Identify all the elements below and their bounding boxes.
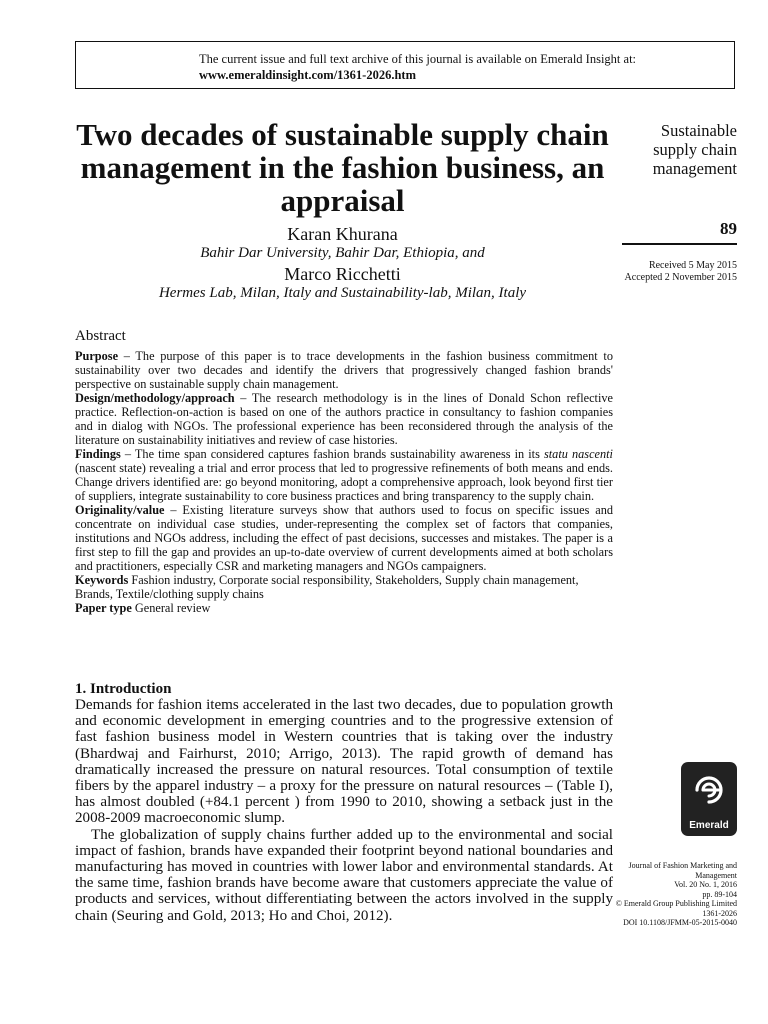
introduction-heading: 1. Introduction <box>75 681 172 697</box>
journal-info-line: Management <box>695 870 737 880</box>
originality-text: – Existing literature surveys show that authors used to focus on specific issues and concentrate on individual case studies, under-representing the complex set of factors that companies, institutions and NGOs address, including the effect of past decisions, successes and mistakes. The paper is a first step to fill the gap and provides an up-to-date overview of current developments aimed at both scholars and practitioners, especially CSR and marketing managers and NGOs campaigners. <box>75 503 613 573</box>
article-dates <box>600 260 737 284</box>
abstract-keywords <box>75 573 613 601</box>
keywords-text: Fashion industry, Corporate social responsibility, Stakeholders, Supply chain management, Brands, Textile/clothing supply chains <box>75 573 579 601</box>
design-text: – The research methodology is in the lines of Donald Schon reflective practice. Reflection-on-action is based on one of the authors practice in consultancy to fashion companies and in dialog with NGOs. The professional experience has been reconsidered through the analysis of the literature on sustainability initiatives and review of case histories. <box>75 391 613 447</box>
availability-notice: The current issue and full text archive of this journal is available on Emerald Insight at: <box>199 52 637 66</box>
abstract-findings <box>75 447 613 503</box>
journal-availability-box <box>75 41 735 89</box>
journal-info-line: Journal of Fashion Marketing and <box>628 861 737 870</box>
section-title-line: Sustainable <box>660 121 737 140</box>
introduction-paragraph: The globalization of supply chains further added up to the environmental and social impact of fashion, brands have expanded their footprint beyond national boundaries and manufacturing has moved in countries with lower labor and environmental standards. At the same time, fashion brands have become aware that customers appreciate the value of products and services, without differentiating between the actors involved in the supply chain (Seuring and Gold, 2013; Ho and Choi, 2012). <box>75 826 613 924</box>
author-affiliation: Bahir Dar University, Bahir Dar, Ethiopia, and <box>200 245 485 261</box>
abstract-section <box>75 328 613 615</box>
abstract-paper-type <box>75 601 613 615</box>
journal-info-line: Vol. 20 No. 1, 2016 <box>674 880 737 889</box>
page-number: 89 <box>720 219 737 238</box>
introduction-paragraph: Demands for fashion items accelerated in the last two decades, due to population growth and economic development in emerging countries and to the progressive extension of fast fashion business model in Western countries that is taking over the industry (Bhardwaj and Fairhurst, 2010; Arrigo, 2013). The rapid growth of demand has dramatically increased the pressure on natural resources. Total consumption of textile fibers by the apparel industry – a proxy for the pressure on natural resources – (Table I), has almost doubled (+84.1 percent ) from 1990 to 2010, showing a setback just in the 2008-2009 macroeconomic slump. <box>75 697 613 827</box>
originality-label: Originality/value <box>75 503 165 517</box>
emerald-logo-text: Emerald <box>689 820 729 831</box>
journal-info-line: pp. 89-104 <box>702 889 737 899</box>
section-title-line: supply chain <box>653 140 737 159</box>
journal-info-line: 1361-2026 <box>702 908 737 918</box>
abstract-heading: Abstract <box>75 328 126 344</box>
journal-citation-info <box>600 861 737 928</box>
abstract-purpose <box>75 349 613 391</box>
keywords-label: Keywords <box>75 573 129 587</box>
purpose-text: – The purpose of this paper is to trace developments in the fashion business commitment to sustainability over two decades and identify the drivers that progressively changed fashion brands' perspective on sustainable supply chain management. <box>75 349 613 391</box>
journal-url-link[interactable]: www.emeraldinsight.com/1361-2026.htm <box>199 68 416 82</box>
emerald-swirl-icon <box>691 768 727 808</box>
accepted-date: Accepted 2 November 2015 <box>624 272 737 283</box>
author-name: Marco Ricchetti <box>284 264 401 284</box>
author-name: Karan Khurana <box>287 224 398 244</box>
findings-italic-term: statu nascenti <box>543 447 613 461</box>
sidebar-divider <box>622 243 737 245</box>
author-affiliation: Hermes Lab, Milan, Italy and Sustainability-lab, Milan, Italy <box>158 285 527 301</box>
findings-text: – The time span considered captures fashion brands sustainability awareness in its <box>120 447 544 461</box>
findings-text: (nascent state) revealing a trial and error process that led to progressive refinements of both means and ends. Change drivers identified are: go beyond monitoring, adopt a comprehensive approach, look beyond first tier of suppliers, integrate sustainability to core business practices and bring transparency to the supply chain. <box>75 461 613 503</box>
abstract-originality <box>75 503 613 573</box>
article-title: Two decades of sustainable supply chain management in the fashion business, an appraisal <box>76 117 609 218</box>
paper-type-text: General review <box>131 601 211 615</box>
title-block <box>75 118 610 302</box>
abstract-design <box>75 391 613 447</box>
paper-type-label: Paper type <box>75 601 132 615</box>
purpose-label: Purpose <box>75 349 119 363</box>
introduction-section <box>75 681 613 924</box>
journal-info-line: © Emerald Group Publishing Limited <box>615 899 737 908</box>
section-title-line: management <box>652 159 737 178</box>
doi-link[interactable]: DOI 10.1108/JFMM-05-2015-0040 <box>623 918 737 927</box>
emerald-logo <box>681 762 737 836</box>
received-date: Received 5 May 2015 <box>648 260 737 271</box>
design-label: Design/methodology/approach <box>75 391 235 405</box>
running-section-title <box>620 121 737 178</box>
findings-label: Findings <box>75 447 121 461</box>
